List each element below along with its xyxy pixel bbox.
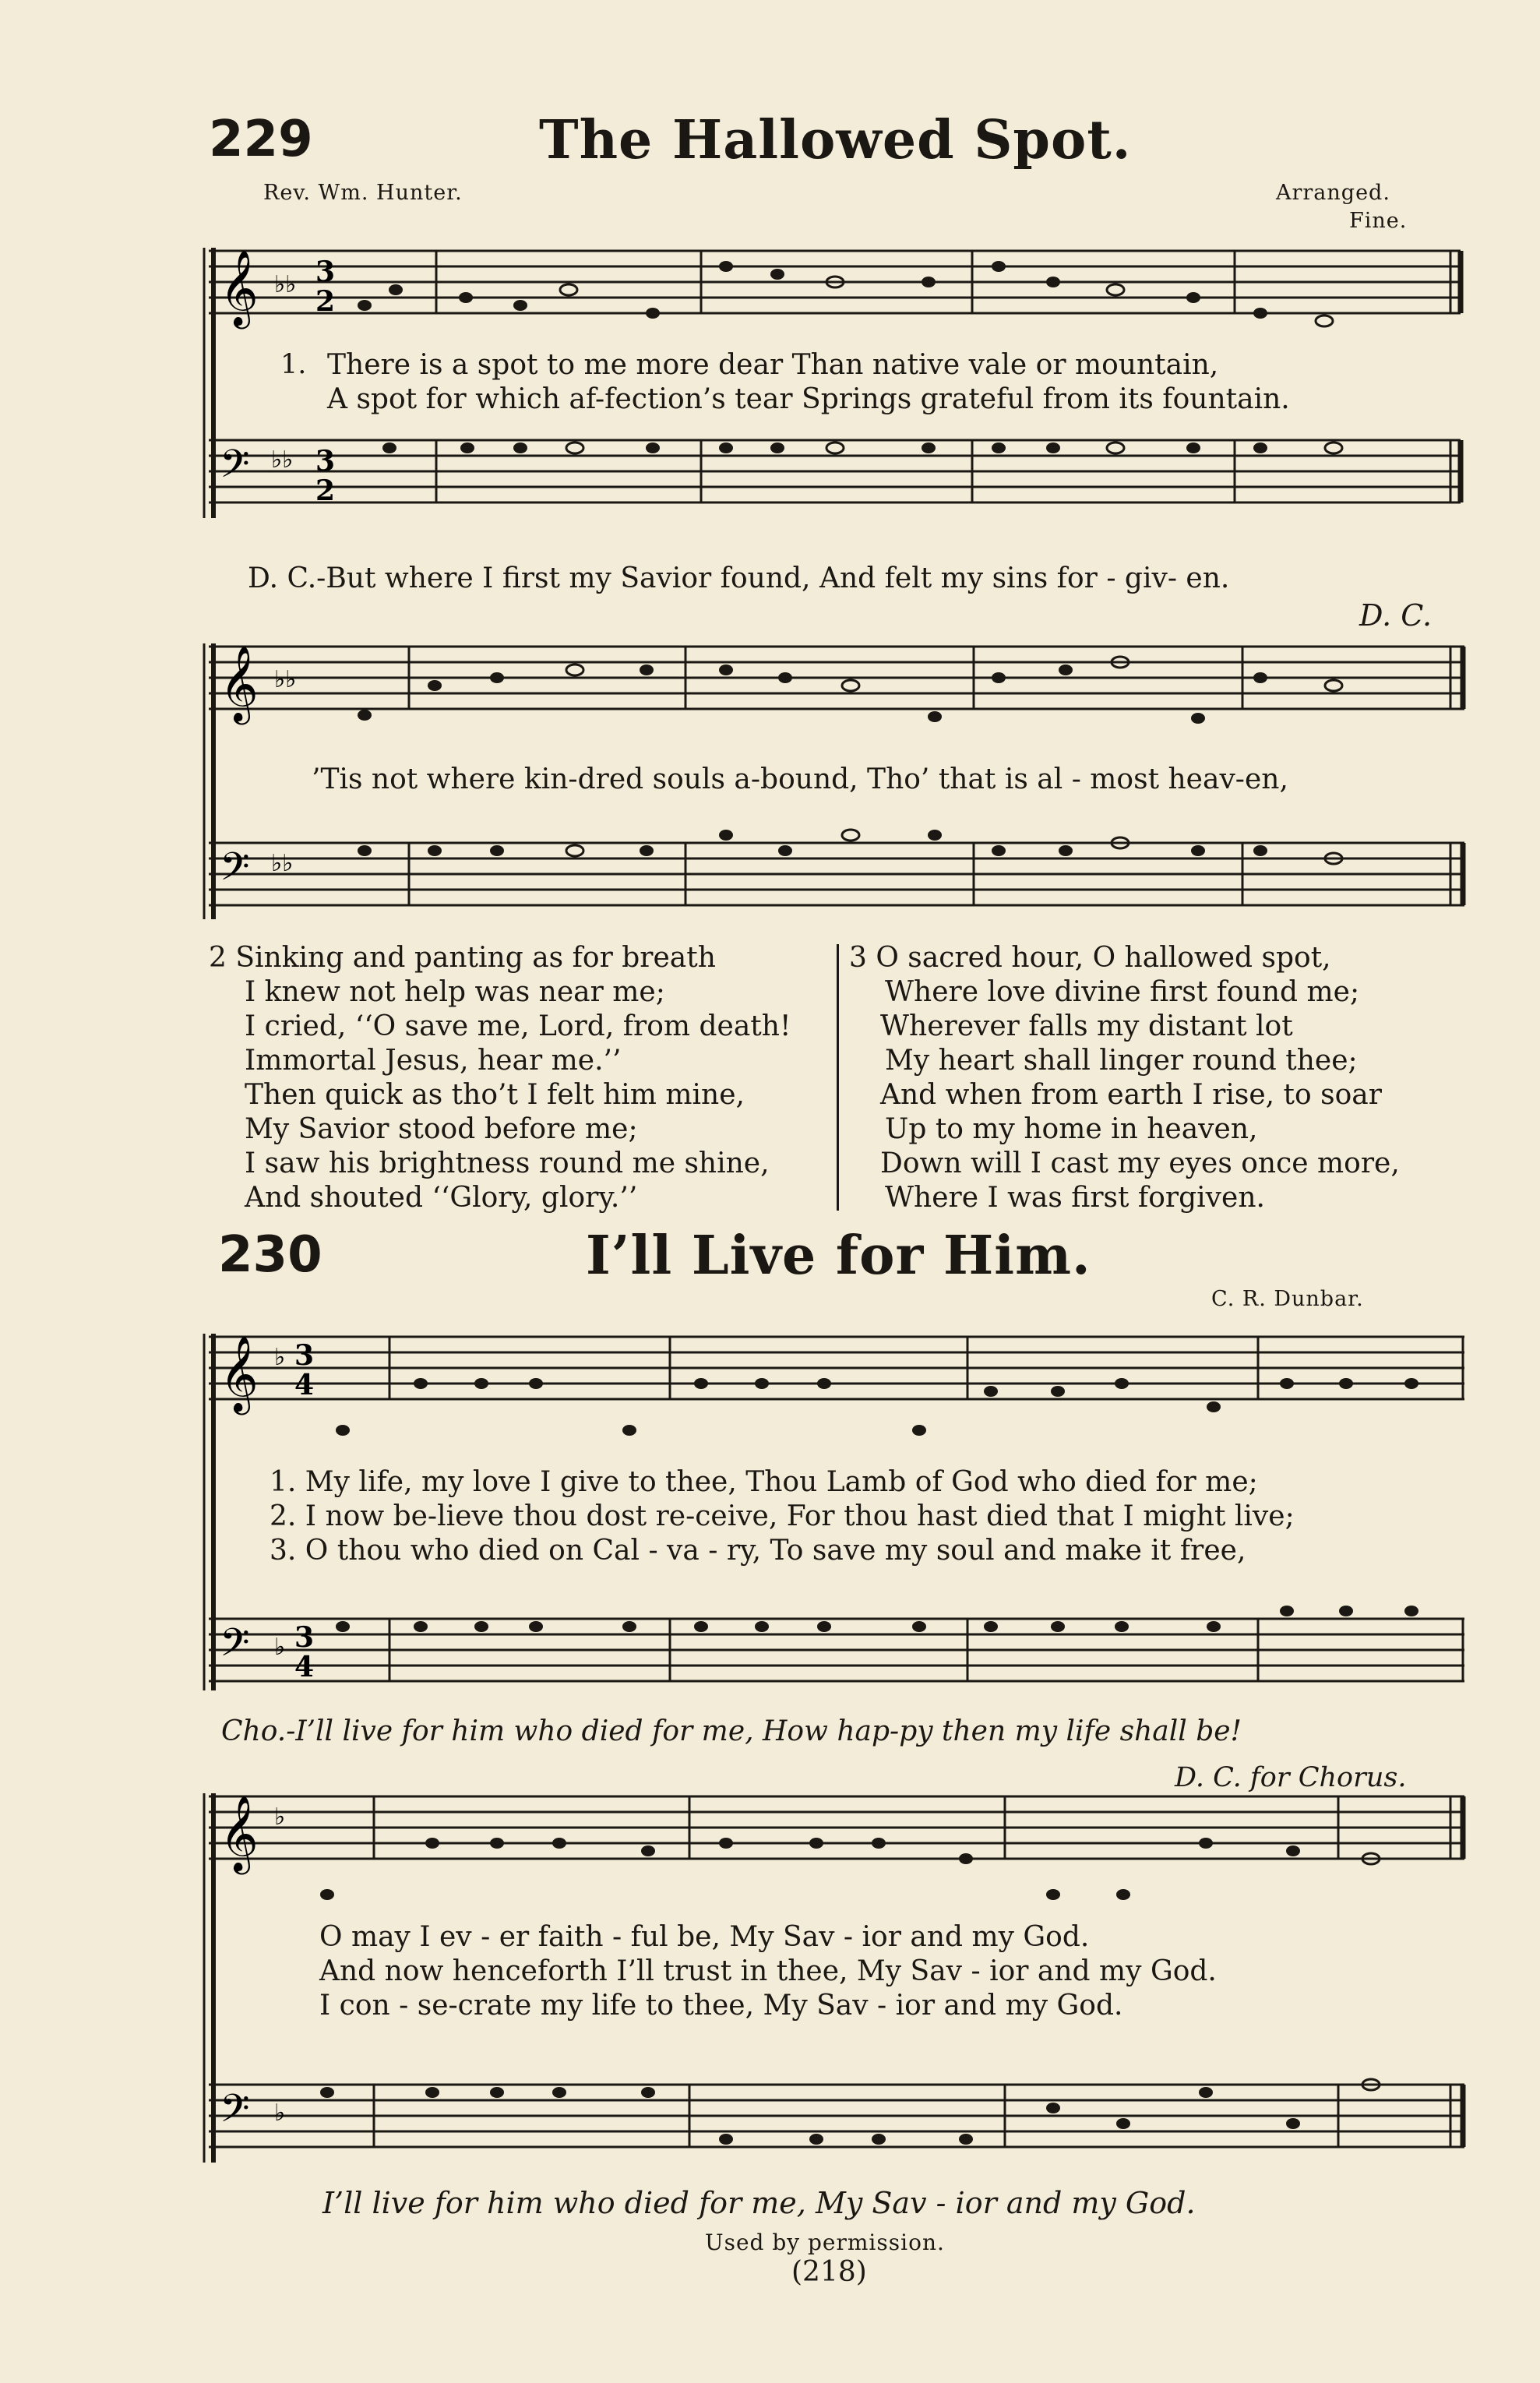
svg-text:𝄢: 𝄢 — [220, 1620, 250, 1675]
hymn-229-number: 229 — [209, 111, 313, 168]
svg-text:2: 2 — [315, 285, 336, 318]
hymn-230-chorus-line: Cho.-I’ll live for him who died for me, How hap-py then my life shall be! — [221, 1715, 1242, 1747]
verse-line: 2 Sinking and panting as for breath — [209, 942, 716, 974]
hymn-229-verse-number: 1. — [280, 349, 307, 380]
svg-text:2: 2 — [315, 474, 336, 507]
svg-text:♭♭: ♭♭ — [271, 850, 294, 877]
verse-line: I knew not help was near me; — [245, 976, 665, 1008]
svg-text:𝄢: 𝄢 — [220, 2086, 250, 2141]
hymn-229-author: Rev. Wm. Hunter. — [263, 181, 463, 205]
verse-line: I cried, ‘‘O save me, Lord, from death! — [245, 1010, 791, 1042]
permission-note: Used by permission. — [705, 2230, 945, 2255]
svg-text:3: 3 — [294, 1621, 315, 1654]
hymn-229-lyric-line-1: There is a spot to me more dear Than native vale or mountain, — [327, 349, 1219, 381]
svg-text:♭: ♭ — [274, 1803, 286, 1831]
fine-marking: Fine. — [1349, 209, 1408, 233]
svg-text:♭: ♭ — [274, 1634, 286, 1661]
svg-text:♭♭: ♭♭ — [274, 271, 297, 298]
verse-line: Down will I cast my eyes once more, — [880, 1147, 1400, 1179]
svg-text:4: 4 — [294, 1369, 315, 1401]
verse-line: Up to my home in heaven, — [885, 1113, 1258, 1145]
svg-text:𝄢: 𝄢 — [220, 442, 250, 496]
hymn-229-dc-line: D. C.-But where I first my Savior found, And felt my sins for - giv- en. — [248, 562, 1230, 594]
dc-marking: D. C. — [1359, 598, 1433, 633]
hymn-229-lyric-line-2: A spot for which af-fection’s tear Springs grateful from its fountain. — [327, 383, 1290, 415]
svg-text:𝄢: 𝄢 — [220, 844, 250, 899]
dc-for-chorus-marking: D. C. for Chorus. — [1175, 1762, 1407, 1793]
svg-text:3: 3 — [315, 256, 336, 288]
hymn-230-number: 230 — [218, 1226, 322, 1284]
svg-text:4: 4 — [294, 1651, 315, 1683]
svg-text:♭♭: ♭♭ — [274, 666, 297, 693]
hymn-230-verse-end-line-2: And now henceforth I’ll trust in thee, My Sav - ior and my God. — [319, 1955, 1217, 1987]
svg-text:𝄞: 𝄞 — [220, 1335, 259, 1412]
hymn-230-verse-line-1: 1. My life, my love I give to thee, Thou Lamb of God who died for me; — [270, 1466, 1258, 1498]
verse-line: And when from earth I rise, to soar — [880, 1079, 1382, 1111]
hymn-230-verse-line-3: 3. O thou who died on Cal - va - ry, To save my soul and make it free, — [270, 1535, 1246, 1567]
svg-text:3: 3 — [315, 445, 336, 478]
verse-line: My heart shall linger round thee; — [885, 1045, 1358, 1077]
svg-text:𝄞: 𝄞 — [220, 645, 259, 721]
svg-text:𝄞: 𝄞 — [220, 249, 259, 326]
verse-line: Wherever falls my distant lot — [880, 1010, 1293, 1042]
hymn-229-arranger: Arranged. — [1276, 181, 1390, 205]
svg-text:♭♭: ♭♭ — [271, 446, 294, 474]
verse-line: I saw his brightness round me shine, — [245, 1147, 770, 1179]
verse-line: Where love divine first found me; — [885, 976, 1360, 1008]
verse-line: 3 O sacred hour, O hallowed spot, — [849, 942, 1331, 974]
hymn-230-verse-end-line-1: O may I ev - er faith - ful be, My Sav - ior and my God. — [319, 1921, 1090, 1953]
hymn-230-title: I’ll Live for Him. — [586, 1225, 1091, 1287]
hymn-230-author: C. R. Dunbar. — [1211, 1287, 1364, 1311]
verse-line: Where I was first forgiven. — [885, 1182, 1265, 1214]
hymn-229-title: The Hallowed Spot. — [539, 109, 1132, 171]
svg-text:3: 3 — [294, 1339, 315, 1372]
hymn-229-lyric-line-3: ’Tis not where kin-dred souls a-bound, Tho’ that is al - most heav-en, — [312, 763, 1288, 795]
svg-text:𝄞: 𝄞 — [220, 1795, 259, 1871]
svg-text:♭: ♭ — [274, 2099, 286, 2127]
page-number: (218) — [791, 2256, 867, 2288]
verse-line: My Savior stood before me; — [245, 1113, 638, 1145]
svg-text:♭: ♭ — [274, 1344, 286, 1371]
verse-line: And shouted ‘‘Glory, glory.’’ — [245, 1182, 638, 1214]
verse-line: Immortal Jesus, hear me.’’ — [245, 1045, 622, 1077]
verse-line: Then quick as tho’t I felt him mine, — [245, 1079, 745, 1111]
hymn-230-verse-end-line-3: I con - se-crate my life to thee, My Sav - ior and my God. — [319, 1990, 1123, 2022]
hymn-230-chorus-end-line: I’ll live for him who died for me, My Sav - ior and my God. — [322, 2186, 1196, 2220]
hymn-230-verse-line-2: 2. I now be-lieve thou dost re-ceive, For thou hast died that I might live; — [270, 1500, 1295, 1532]
